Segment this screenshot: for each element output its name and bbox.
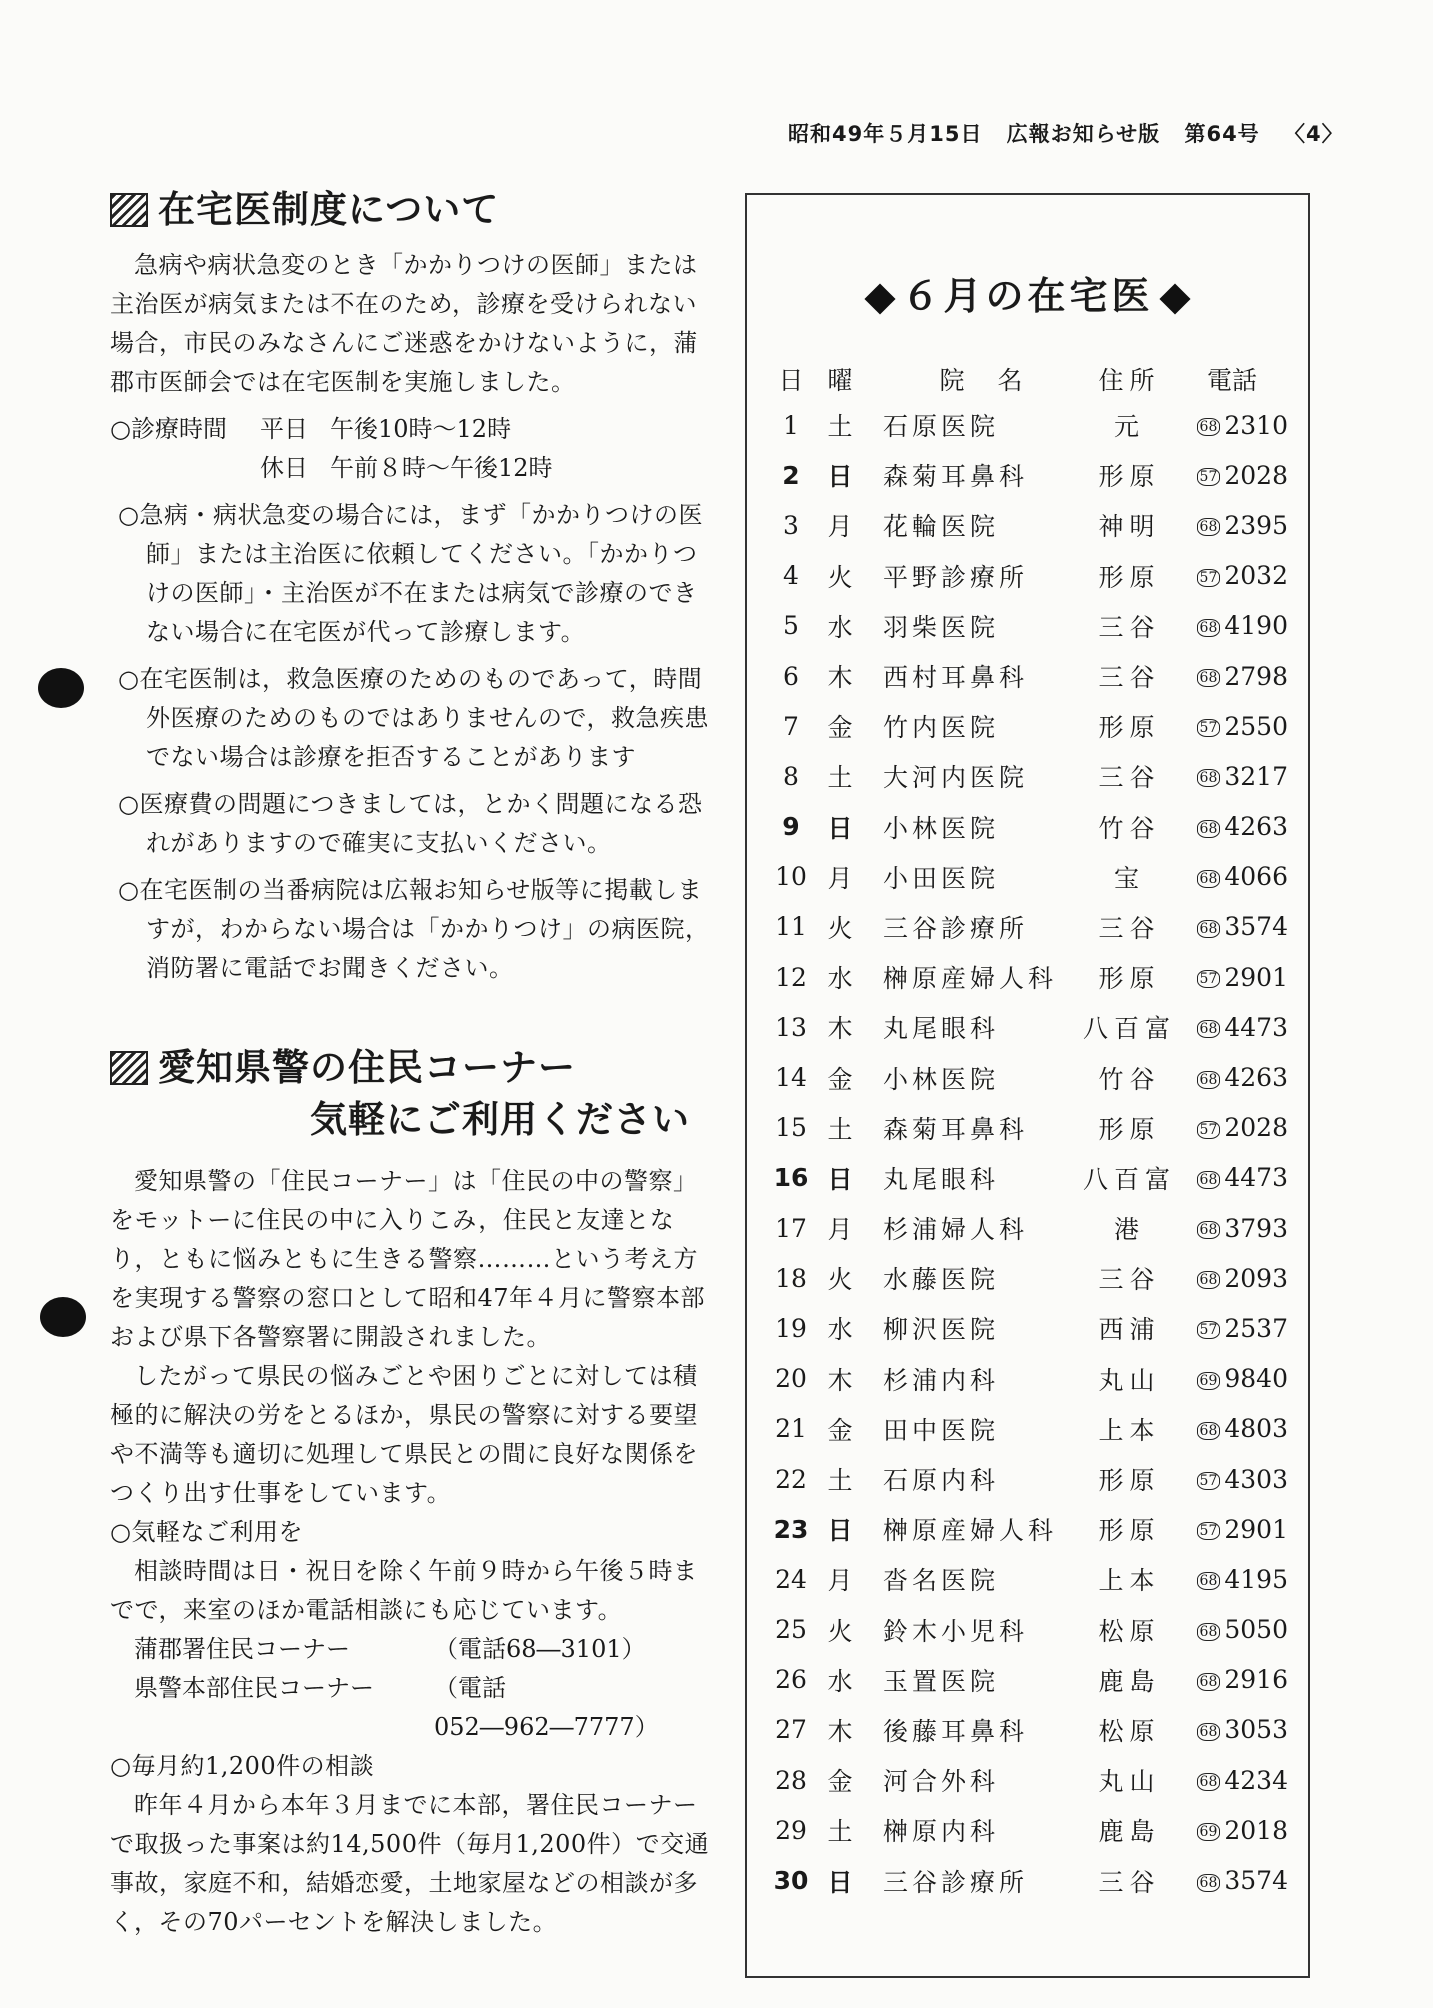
schedule-row bbox=[767, 1354, 1292, 1404]
schedule-tel bbox=[1176, 651, 1292, 701]
schedule-day: 21 bbox=[775, 1414, 807, 1444]
schedule-addr: 松原 bbox=[1098, 1616, 1161, 1646]
schedule-number: 2018 bbox=[1224, 1815, 1288, 1845]
schedule-name: 田中医院 bbox=[883, 1415, 1000, 1445]
schedule-row bbox=[767, 1303, 1292, 1353]
schedule-day: 23 bbox=[773, 1514, 809, 1544]
schedule-area-code: 68 bbox=[1197, 870, 1221, 888]
schedule-day: 25 bbox=[775, 1615, 807, 1645]
schedule-wd: 土 bbox=[827, 1466, 853, 1496]
schedule-tel bbox=[1176, 1253, 1292, 1303]
schedule-name: 水藤医院 bbox=[883, 1265, 1000, 1295]
schedule-name: 榊原産婦人科 bbox=[883, 964, 1058, 994]
schedule-area-code: 68 bbox=[1197, 1773, 1221, 1791]
schedule-number: 2032 bbox=[1224, 561, 1288, 591]
hatch-icon bbox=[110, 1051, 148, 1085]
section1-item: ○医療費の問題につきましては，とかく問題になる恐れがありますので確実に支払いください。 bbox=[118, 790, 703, 857]
schedule-day: 16 bbox=[773, 1163, 809, 1193]
section1-item: ○在宅医制は，救急医療のためのものであって，時間外医療のためのものではありませんので，救急疾患でない場合は診療を拒否することがあります bbox=[118, 665, 710, 771]
schedule-tel bbox=[1176, 1354, 1292, 1404]
schedule-addr: 神明 bbox=[1098, 512, 1161, 542]
schedule-header-row bbox=[767, 358, 1292, 400]
schedule-day: 13 bbox=[775, 1012, 807, 1042]
schedule-area-code: 68 bbox=[1197, 1723, 1221, 1741]
schedule-area-code: 68 bbox=[1197, 1874, 1221, 1892]
schedule-area-code: 57 bbox=[1197, 1321, 1221, 1339]
schedule-wd: 火 bbox=[827, 913, 853, 943]
schedule-number: 4303 bbox=[1224, 1464, 1288, 1494]
schedule-row bbox=[767, 551, 1292, 601]
schedule-number: 4263 bbox=[1224, 812, 1288, 842]
schedule-addr: 鹿島 bbox=[1098, 1666, 1161, 1696]
schedule-number: 4473 bbox=[1224, 1012, 1288, 1042]
schedule-day: 11 bbox=[775, 912, 807, 942]
schedule-area-code: 57 bbox=[1197, 970, 1221, 988]
schedule-addr: 形原 bbox=[1098, 964, 1161, 994]
schedule-tel bbox=[1176, 1303, 1292, 1353]
schedule-wd: 木 bbox=[827, 1014, 853, 1044]
schedule-area-code: 68 bbox=[1197, 1623, 1221, 1641]
schedule-name: 森菊耳鼻科 bbox=[883, 462, 1029, 492]
schedule-addr: 宝 bbox=[1114, 863, 1146, 893]
section2-title: 愛知県警の住民コーナー bbox=[158, 1046, 576, 1089]
schedule-name: 後藤耳鼻科 bbox=[883, 1716, 1029, 1746]
section2-paragraph: したがって県民の悩みごとや困りごとに対しては積極的に解決の労をとるほか，県民の警察に対する要望や不満等も適切に処理して県民との間に良好な関係をつくり出す仕事をしています。 bbox=[110, 1362, 698, 1507]
contact-tel: （電話68―3101） bbox=[434, 1635, 646, 1663]
schedule-name: 大河内医院 bbox=[883, 763, 1029, 793]
schedule-number: 5050 bbox=[1224, 1615, 1288, 1645]
schedule-area-code: 68 bbox=[1197, 1422, 1221, 1440]
schedule-day: 30 bbox=[773, 1866, 809, 1896]
schedule-area-code: 69 bbox=[1197, 1372, 1221, 1390]
schedule-addr: 形原 bbox=[1098, 1114, 1161, 1144]
schedule-day: 24 bbox=[775, 1564, 807, 1594]
schedule-addr: 三谷 bbox=[1098, 1867, 1161, 1897]
schedule-name: 羽柴医院 bbox=[883, 612, 1000, 642]
header-paper: 広報お知らせ版 bbox=[1006, 122, 1161, 146]
section1-item: ○在宅医制の当番病院は広報お知らせ版等に掲載しますが，わからない場合は「かかりつけ」の病医院，消防署に電話でお聞きください。 bbox=[118, 876, 710, 982]
schedule-area-code: 57 bbox=[1197, 569, 1221, 587]
left-column bbox=[110, 186, 710, 1942]
schedule-addr: 元 bbox=[1114, 412, 1146, 442]
schedule-addr: 八百富 bbox=[1083, 1164, 1177, 1194]
schedule-addr: 松原 bbox=[1098, 1716, 1161, 1746]
schedule-wd: 土 bbox=[827, 1817, 853, 1847]
schedule-addr: 鹿島 bbox=[1098, 1817, 1161, 1847]
schedule-addr: 西浦 bbox=[1098, 1315, 1161, 1345]
schedule-name: 小林医院 bbox=[883, 1064, 1000, 1094]
schedule-name: 竹内医院 bbox=[883, 713, 1000, 743]
schedule-area-code: 68 bbox=[1197, 920, 1221, 938]
schedule-row bbox=[767, 500, 1292, 550]
schedule-addr: 港 bbox=[1114, 1215, 1146, 1245]
header-cell: 電話 bbox=[1207, 366, 1258, 395]
section2-subheading: ○毎月約1,200件の相談 bbox=[110, 1752, 375, 1780]
schedule-tel bbox=[1176, 902, 1292, 952]
schedule-tel bbox=[1176, 1855, 1292, 1905]
schedule-name: 平野診療所 bbox=[883, 562, 1029, 592]
schedule-tel bbox=[1176, 852, 1292, 902]
schedule-row bbox=[767, 902, 1292, 952]
schedule-day: 20 bbox=[775, 1364, 807, 1394]
schedule-tel bbox=[1176, 500, 1292, 550]
schedule-addr: 三谷 bbox=[1098, 913, 1161, 943]
schedule-tel bbox=[1176, 601, 1292, 651]
section2-subheading: ○気軽なご利用を bbox=[110, 1518, 303, 1546]
schedule-row bbox=[767, 1103, 1292, 1153]
schedule-wd: 月 bbox=[827, 1566, 853, 1596]
schedule-addr: 三谷 bbox=[1098, 612, 1161, 642]
schedule-tel bbox=[1176, 1454, 1292, 1504]
schedule-day: 9 bbox=[782, 812, 800, 842]
hours-day: 平日 bbox=[260, 415, 308, 443]
schedule-number: 3574 bbox=[1224, 912, 1288, 942]
schedule-row bbox=[767, 1554, 1292, 1604]
schedule-wd: 日 bbox=[827, 462, 853, 492]
hours-day: 休日 bbox=[260, 454, 308, 482]
schedule-day: 18 bbox=[775, 1263, 807, 1293]
schedule-name: 榊原産婦人科 bbox=[883, 1516, 1058, 1546]
schedule-day: 22 bbox=[775, 1464, 807, 1494]
schedule-number: 4473 bbox=[1224, 1163, 1288, 1193]
schedule-number: 2028 bbox=[1224, 460, 1288, 490]
schedule-wd: 金 bbox=[827, 1415, 853, 1445]
schedule-tel bbox=[1176, 1052, 1292, 1102]
hatch-icon bbox=[110, 193, 148, 227]
schedule-row bbox=[767, 1805, 1292, 1855]
schedule-addr: 三谷 bbox=[1098, 1265, 1161, 1295]
schedule-area-code: 68 bbox=[1197, 1020, 1221, 1038]
diamond-icon bbox=[865, 283, 896, 314]
schedule-wd: 月 bbox=[827, 1215, 853, 1245]
schedule-tel bbox=[1176, 1504, 1292, 1554]
schedule-row bbox=[767, 1454, 1292, 1504]
schedule-area-code: 68 bbox=[1197, 619, 1221, 637]
header-cell: 住所 bbox=[1098, 366, 1161, 395]
schedule-tel bbox=[1176, 1655, 1292, 1705]
schedule-wd: 火 bbox=[827, 562, 853, 592]
schedule-tel bbox=[1176, 1103, 1292, 1153]
schedule-number: 2310 bbox=[1224, 410, 1288, 440]
schedule-number: 4234 bbox=[1224, 1765, 1288, 1795]
schedule-day: 4 bbox=[783, 561, 799, 591]
section1-item: ○急病・病状急変の場合には，まず「かかりつけの医師」または主治医に依頼してください。「かかりつけの医師」・主治医が不在または病気で診療のできない場合に在宅医が代って診療します。 bbox=[118, 501, 703, 646]
schedule-tel bbox=[1176, 1755, 1292, 1805]
schedule-row bbox=[767, 1705, 1292, 1755]
schedule-name: 石原医院 bbox=[883, 412, 1000, 442]
schedule-wd: 月 bbox=[827, 863, 853, 893]
schedule-number: 2093 bbox=[1224, 1263, 1288, 1293]
schedule-row bbox=[767, 1002, 1292, 1052]
schedule-name: 玉置医院 bbox=[883, 1666, 1000, 1696]
schedule-tel bbox=[1176, 400, 1292, 450]
schedule-row bbox=[767, 1755, 1292, 1805]
schedule-day: 8 bbox=[783, 761, 799, 791]
schedule-row bbox=[767, 1203, 1292, 1253]
schedule-wd: 日 bbox=[827, 813, 853, 843]
schedule-number: 3574 bbox=[1224, 1866, 1288, 1896]
schedule-area-code: 68 bbox=[1197, 1673, 1221, 1691]
schedule-wd: 日 bbox=[827, 1516, 853, 1546]
schedule-row bbox=[767, 1404, 1292, 1454]
schedule-title: ６月の在宅医 bbox=[901, 274, 1154, 318]
schedule-area-code: 68 bbox=[1197, 669, 1221, 687]
schedule-tel bbox=[1176, 1605, 1292, 1655]
schedule-row bbox=[767, 701, 1292, 751]
schedule-area-code: 68 bbox=[1197, 1572, 1221, 1590]
schedule-addr: 上本 bbox=[1098, 1415, 1161, 1445]
schedule-addr: 三谷 bbox=[1098, 663, 1161, 693]
schedule-name: 石原内科 bbox=[883, 1466, 1000, 1496]
schedule-row bbox=[767, 802, 1292, 852]
schedule-addr: 上本 bbox=[1098, 1566, 1161, 1596]
schedule-addr: 竹谷 bbox=[1098, 1064, 1161, 1094]
section2-heading bbox=[110, 1044, 710, 1092]
schedule-addr: 形原 bbox=[1098, 562, 1161, 592]
schedule-tel bbox=[1176, 450, 1292, 500]
schedule-name: 河合外科 bbox=[883, 1767, 1000, 1797]
section1-heading bbox=[110, 186, 710, 234]
schedule-row bbox=[767, 952, 1292, 1002]
schedule-wd: 土 bbox=[827, 412, 853, 442]
schedule-day: 12 bbox=[775, 962, 807, 992]
binding-hole-mark-2 bbox=[40, 1297, 86, 1337]
schedule-area-code: 68 bbox=[1197, 1171, 1221, 1189]
contact-tel: （電話052―962―7777） bbox=[434, 1674, 659, 1741]
binding-hole-mark-1 bbox=[38, 668, 84, 708]
header-cell: 日 bbox=[778, 366, 804, 395]
schedule-day: 2 bbox=[782, 460, 800, 490]
schedule-day: 10 bbox=[775, 862, 807, 892]
schedule-name: 榊原内科 bbox=[883, 1817, 1000, 1847]
schedule-row bbox=[767, 1655, 1292, 1705]
schedule-tel bbox=[1176, 1002, 1292, 1052]
schedule-name: 鈴木小児科 bbox=[883, 1616, 1029, 1646]
schedule-name: 柳沢医院 bbox=[883, 1315, 1000, 1345]
schedule-number: 3793 bbox=[1224, 1213, 1288, 1243]
schedule-area-code: 68 bbox=[1197, 1071, 1221, 1089]
schedule-number: 2901 bbox=[1224, 962, 1288, 992]
schedule-number: 2901 bbox=[1224, 1514, 1288, 1544]
schedule-addr: 三谷 bbox=[1098, 763, 1161, 793]
schedule-wd: 水 bbox=[827, 612, 853, 642]
schedule-day: 28 bbox=[775, 1765, 807, 1795]
schedule-addr: 竹谷 bbox=[1098, 813, 1161, 843]
schedule-wd: 土 bbox=[827, 1114, 853, 1144]
schedule-heading bbox=[747, 265, 1308, 320]
hours-table bbox=[110, 410, 710, 488]
schedule-name: 森菊耳鼻科 bbox=[883, 1114, 1029, 1144]
schedule-day: 3 bbox=[783, 510, 799, 540]
hours-label: ○診療時間 bbox=[110, 415, 227, 443]
schedule-area-code: 57 bbox=[1197, 468, 1221, 486]
schedule-number: 3217 bbox=[1224, 761, 1288, 791]
schedule-number: 4263 bbox=[1224, 1063, 1288, 1093]
header-cell: 曜 bbox=[827, 366, 853, 395]
schedule-day: 29 bbox=[775, 1815, 807, 1845]
schedule-name: 小田医院 bbox=[883, 863, 1000, 893]
schedule-day: 5 bbox=[783, 611, 799, 641]
schedule-number: 2537 bbox=[1224, 1313, 1288, 1343]
schedule-name: 小林医院 bbox=[883, 813, 1000, 843]
schedule-tel bbox=[1176, 802, 1292, 852]
schedule-number: 2028 bbox=[1224, 1113, 1288, 1143]
diamond-icon bbox=[1159, 283, 1190, 314]
contacts-list bbox=[110, 1630, 710, 1747]
schedule-number: 4195 bbox=[1224, 1564, 1288, 1594]
schedule-tel bbox=[1176, 1404, 1292, 1454]
schedule-addr: 形原 bbox=[1098, 462, 1161, 492]
schedule-area-code: 57 bbox=[1197, 719, 1221, 737]
schedule-table bbox=[767, 358, 1292, 1906]
section2-paragraph: 相談時間は日・祝日を除く午前９時から午後５時までで，来室のほか電話相談にも応じています。 bbox=[110, 1557, 698, 1624]
schedule-day: 27 bbox=[775, 1715, 807, 1745]
schedule-area-code: 57 bbox=[1197, 1522, 1221, 1540]
schedule-wd: 日 bbox=[827, 1164, 853, 1194]
schedule-name: 丸尾眼科 bbox=[883, 1164, 1000, 1194]
schedule-name: 花輪医院 bbox=[883, 512, 1000, 542]
schedule-tel bbox=[1176, 1153, 1292, 1203]
schedule-addr: 丸山 bbox=[1098, 1767, 1161, 1797]
schedule-number: 2798 bbox=[1224, 661, 1288, 691]
schedule-number: 2395 bbox=[1224, 510, 1288, 540]
schedule-row bbox=[767, 1855, 1292, 1905]
schedule-tel bbox=[1176, 952, 1292, 1002]
schedule-name: 三谷診療所 bbox=[883, 1867, 1029, 1897]
schedule-day: 17 bbox=[775, 1213, 807, 1243]
schedule-row bbox=[767, 1253, 1292, 1303]
schedule-day: 15 bbox=[775, 1113, 807, 1143]
schedule-area-code: 68 bbox=[1197, 518, 1221, 536]
schedule-addr: 丸山 bbox=[1098, 1365, 1161, 1395]
schedule-area-code: 68 bbox=[1197, 418, 1221, 436]
schedule-tel bbox=[1176, 751, 1292, 801]
page-header bbox=[788, 118, 1348, 148]
schedule-area-code: 68 bbox=[1197, 769, 1221, 787]
section2-paragraph: 愛知県警の「住民コーナー」は「住民の中の警察」をモットーに住民の中に入りこみ，住民と友達となり，ともに悩みともに生きる警察………という考え方を実現する警察の窓口として昭和47年４月に警察本部および県下各警察署に開設されました。 bbox=[110, 1167, 706, 1351]
schedule-wd: 水 bbox=[827, 964, 853, 994]
schedule-wd: 土 bbox=[827, 763, 853, 793]
schedule-number: 9840 bbox=[1224, 1364, 1288, 1394]
schedule-tel bbox=[1176, 1805, 1292, 1855]
schedule-row bbox=[767, 1153, 1292, 1203]
schedule-row bbox=[767, 450, 1292, 500]
contact-name: 蒲郡署住民コーナー bbox=[134, 1635, 350, 1663]
schedule-row bbox=[767, 651, 1292, 701]
header-issue: 第64号 bbox=[1184, 122, 1260, 146]
schedule-number: 4803 bbox=[1224, 1414, 1288, 1444]
header-cell: 院 名 bbox=[939, 366, 1027, 395]
hours-time: 午前８時〜午後12時 bbox=[330, 454, 553, 482]
schedule-number: 2550 bbox=[1224, 711, 1288, 741]
schedule-area-code: 68 bbox=[1197, 1221, 1221, 1239]
schedule-name: 丸尾眼科 bbox=[883, 1014, 1000, 1044]
schedule-row bbox=[767, 601, 1292, 651]
contact-name: 県警本部住民コーナー bbox=[134, 1674, 374, 1702]
schedule-row bbox=[767, 400, 1292, 450]
section1-title: 在宅医制度について bbox=[158, 188, 500, 231]
schedule-tel bbox=[1176, 701, 1292, 751]
schedule-day: 7 bbox=[783, 711, 799, 741]
header-date: 昭和49年５月15日 bbox=[788, 122, 983, 146]
schedule-wd: 火 bbox=[827, 1616, 853, 1646]
schedule-name: 杉浦婦人科 bbox=[883, 1215, 1029, 1245]
schedule-day: 14 bbox=[775, 1063, 807, 1093]
schedule-day: 1 bbox=[783, 410, 799, 440]
schedule-wd: 木 bbox=[827, 1365, 853, 1395]
schedule-name: 沓名医院 bbox=[883, 1566, 1000, 1596]
schedule-wd: 金 bbox=[827, 1064, 853, 1094]
hours-time: 午後10時〜12時 bbox=[330, 415, 512, 443]
schedule-wd: 木 bbox=[827, 663, 853, 693]
schedule-addr: 形原 bbox=[1098, 1466, 1161, 1496]
schedule-number: 4066 bbox=[1224, 862, 1288, 892]
schedule-number: 3053 bbox=[1224, 1715, 1288, 1745]
schedule-addr: 八百富 bbox=[1083, 1014, 1177, 1044]
schedule-day: 19 bbox=[775, 1313, 807, 1343]
schedule-wd: 水 bbox=[827, 1315, 853, 1345]
schedule-area-code: 57 bbox=[1197, 1121, 1221, 1139]
schedule-day: 26 bbox=[775, 1665, 807, 1695]
schedule-addr: 形原 bbox=[1098, 1516, 1161, 1546]
schedule-number: 4190 bbox=[1224, 611, 1288, 641]
schedule-day: 6 bbox=[783, 661, 799, 691]
schedule-name: 三谷診療所 bbox=[883, 913, 1029, 943]
schedule-tel bbox=[1176, 1554, 1292, 1604]
schedule-addr: 形原 bbox=[1098, 713, 1161, 743]
section1-intro: 急病や病状急変のとき「かかりつけの医師」または主治医が病気または不在のため，診療を受けられない場合，市民のみなさんにご迷惑をかけないように，蒲郡市医師会では在宅医制を実施しました。 bbox=[110, 251, 698, 396]
schedule-row bbox=[767, 1504, 1292, 1554]
schedule-tel bbox=[1176, 1203, 1292, 1253]
header-page: 〈4〉 bbox=[1284, 122, 1344, 146]
schedule-wd: 日 bbox=[827, 1867, 853, 1897]
schedule-tel bbox=[1176, 551, 1292, 601]
schedule-wd: 金 bbox=[827, 713, 853, 743]
schedule-area-code: 57 bbox=[1197, 1472, 1221, 1490]
section2-subtitle: 気軽にご利用ください bbox=[310, 1098, 690, 1141]
schedule-area-code: 69 bbox=[1197, 1823, 1221, 1841]
schedule-row bbox=[767, 852, 1292, 902]
schedule-wd: 金 bbox=[827, 1767, 853, 1797]
schedule-name: 杉浦内科 bbox=[883, 1365, 1000, 1395]
schedule-row bbox=[767, 1605, 1292, 1655]
schedule-wd: 水 bbox=[827, 1666, 853, 1696]
section2-paragraph: 昨年４月から本年３月までに本部，署住民コーナーで取扱った事案は約14,500件（毎月1,200件）で交通事故，家庭不和，結婚恋愛，土地家屋などの相談が多く，その70パーセントを解決しました。 bbox=[110, 1791, 710, 1936]
schedule-row bbox=[767, 1052, 1292, 1102]
schedule-box bbox=[745, 193, 1310, 1978]
schedule-wd: 月 bbox=[827, 512, 853, 542]
schedule-tel bbox=[1176, 1705, 1292, 1755]
schedule-wd: 火 bbox=[827, 1265, 853, 1295]
schedule-area-code: 68 bbox=[1197, 820, 1221, 838]
schedule-area-code: 68 bbox=[1197, 1271, 1221, 1289]
schedule-name: 西村耳鼻科 bbox=[883, 663, 1029, 693]
schedule-number: 2916 bbox=[1224, 1665, 1288, 1695]
schedule-row bbox=[767, 751, 1292, 801]
schedule-wd: 木 bbox=[827, 1716, 853, 1746]
